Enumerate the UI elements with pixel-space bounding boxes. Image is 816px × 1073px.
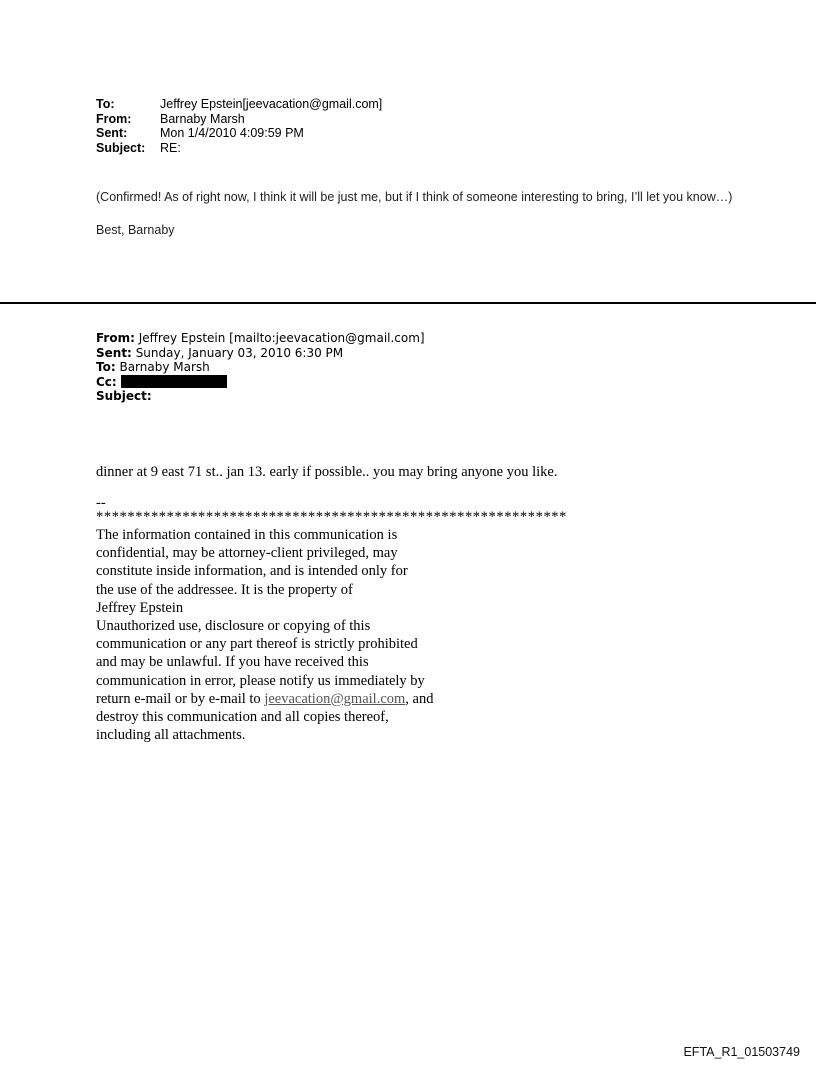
confidentiality-disclaimer (96, 526, 567, 744)
orig-to-label: To: (96, 360, 116, 374)
disclaimer-line: Unauthorized use, disclosure or copying of this (96, 618, 371, 635)
sent-label: Sent: (96, 126, 128, 140)
original-email-header (96, 331, 425, 404)
disclaimer-line: confidential, may be attorney-client privileged, may (96, 545, 398, 562)
from-value: Barnaby Marsh (160, 111, 245, 126)
sent-row (96, 126, 382, 141)
email-link[interactable]: jeevacation@gmail.com (264, 690, 406, 707)
orig-cc-row (96, 375, 425, 390)
return-line-post: , and (405, 690, 434, 707)
disclaimer-line: The information contained in this communication is (96, 527, 398, 543)
to-row (96, 97, 382, 112)
return-line-pre: return e-mail or by e-mail to (96, 690, 265, 707)
disclaimer-line: destroy this communication and all copies thereof, (96, 709, 389, 726)
disclaimer-line: communication in error, please notify us immediately by (96, 672, 425, 689)
orig-sent-row (96, 346, 425, 361)
disclaimer-line: Jeffrey Epstein (96, 599, 184, 616)
disclaimer-line: constitute inside information, and is intended only for (96, 563, 408, 580)
original-email-body (96, 463, 567, 744)
subject-value: RE: (160, 140, 181, 155)
subject-row (96, 141, 382, 156)
disclaimer-return-line (96, 690, 567, 708)
dinner-message: dinner at 9 east 71 st.. jan 13. early if possible.. you may bring anyone you like. (96, 464, 558, 480)
orig-from-label: From: (96, 331, 135, 345)
sent-value: Mon 1/4/2010 4:09:59 PM (160, 126, 304, 140)
orig-to-row (96, 360, 425, 375)
disclaimer-line: and may be unlawful. If you have received this (96, 654, 369, 671)
disclaimer-line: communication or any part thereof is strictly prohibited (96, 636, 418, 653)
separator-stars: ************************************************************ (96, 509, 567, 525)
subject-label: Subject: (96, 140, 146, 155)
orig-cc-label: Cc: (96, 374, 117, 389)
disclaimer-line: the use of the addressee. It is the property of (96, 581, 353, 598)
to-value: Jeffrey Epstein[jeevacation@gmail.com] (160, 97, 383, 111)
orig-from-row (96, 331, 425, 346)
orig-sent-label: Sent: (96, 345, 132, 360)
orig-subject-row (96, 389, 425, 404)
reply-paragraph: (Confirmed! As of right now, I think it will be just me, but if I think of someone interesting to bring, I’ll let you know…) (96, 190, 733, 204)
reply-email-header (96, 97, 382, 155)
redaction-block (121, 375, 227, 388)
orig-from-value: Jeffrey Epstein [mailto:jeevacation@gmail.com] (138, 331, 425, 345)
disclaimer-line: including all attachments. (96, 727, 246, 744)
reply-signature: Best, Barnaby (96, 223, 175, 237)
orig-to-value: Barnaby Marsh (119, 360, 210, 374)
reply-email-body (96, 190, 736, 238)
document-id: EFTA_R1_01503749 (683, 1045, 800, 1059)
message-divider (0, 302, 816, 304)
to-label: To: (96, 97, 115, 111)
from-row (96, 112, 382, 127)
orig-sent-value: Sunday, January 03, 2010 6:30 PM (135, 345, 344, 360)
orig-subject-label: Subject: (96, 389, 152, 403)
separator-dash: -- (96, 495, 106, 511)
from-label: From: (96, 111, 132, 126)
